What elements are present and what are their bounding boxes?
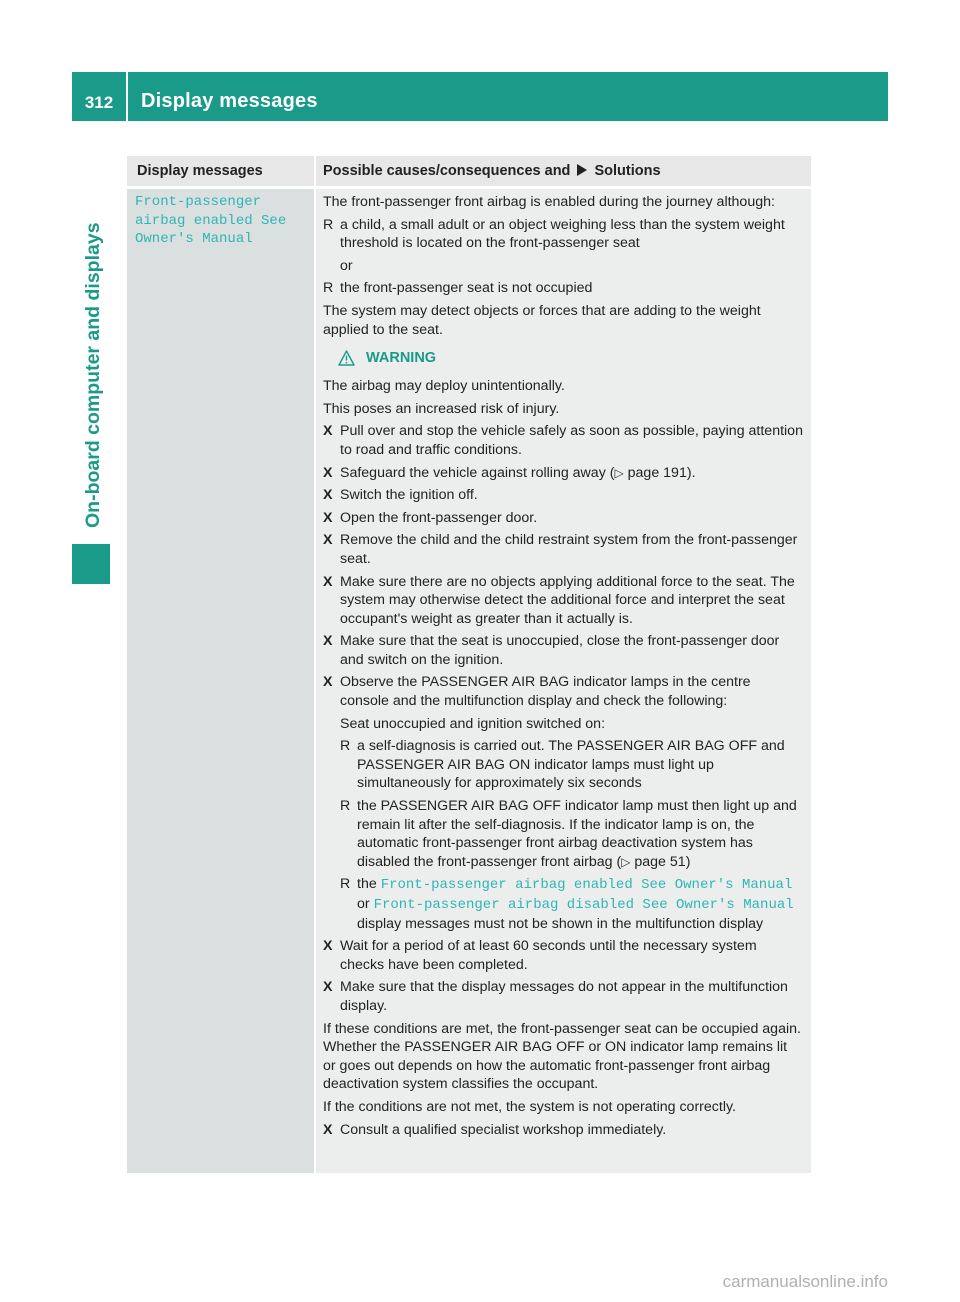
display-message-ref-1: Front-passenger airbag enabled See Owner's Manual xyxy=(380,877,793,894)
step-arrow-icon: X xyxy=(323,938,333,955)
cause-item-1: R a child, a small adult or an object weighing less than the system weight threshold is located on the front-passenger seat xyxy=(323,216,785,252)
col-header-display-messages: Display messages xyxy=(127,156,314,186)
display-message-text xyxy=(135,193,310,249)
warning-triangle-icon xyxy=(338,350,355,372)
check-item-1: R a self-diagnosis is carried out. The PASSENGER AIR BAG OFF and PASSENGER AIR BAG ON indicator lamps must light up simultaneously for approximately six seconds xyxy=(340,738,785,792)
side-chapter-title: On-board computer and displays xyxy=(82,222,104,528)
cause-item-2: R the front-passenger seat is not occupied xyxy=(323,280,593,297)
page-ref-link[interactable]: page 191 xyxy=(627,464,687,481)
step-item: X Make sure that the display messages do not appear in the multifunction display. xyxy=(323,979,788,1014)
warning-text-1: The airbag may deploy unintentionally. xyxy=(323,378,565,395)
step-item: X Remove the child and the child restraint system from the front-passenger seat. xyxy=(323,532,798,567)
step-arrow-icon: X xyxy=(323,423,333,440)
check-item-3: R the Front-passenger airbag enabled See Owner's Manual or Front-passenger airbag disabled See Owner's Manual display messages must not be shown in the multifunction display xyxy=(340,876,794,932)
warning-label: WARNING xyxy=(366,350,437,367)
message-line-1: Front-passenger xyxy=(135,194,262,210)
page-ref-icon: ▷ xyxy=(621,854,631,869)
step-item: X Make sure that the seat is unoccupied, close the front-passenger door and switch on the ignition. xyxy=(323,633,780,668)
col-header-causes-solutions xyxy=(314,156,811,186)
step-arrow-icon: X xyxy=(323,464,333,481)
col-header-post: Solutions xyxy=(594,163,661,179)
step-arrow-icon: X xyxy=(323,674,333,691)
display-message-ref-2: Front-passenger airbag disabled See Owner's Manual xyxy=(373,897,794,913)
col-header-pre: Possible causes/consequences and xyxy=(323,163,571,179)
warning-heading xyxy=(323,349,803,369)
warning-text-2: This poses an increased risk of injury. xyxy=(323,400,560,417)
bullet-r-icon: R xyxy=(340,738,351,755)
step-arrow-icon: X xyxy=(323,532,333,549)
step-arrow-icon: X xyxy=(323,573,333,590)
column-divider xyxy=(314,156,316,1173)
step-item: X Wait for a period of at least 60 seconds until the necessary system checks have been completed. xyxy=(323,938,757,973)
display-messages-table xyxy=(127,156,811,1173)
page-number: 312 xyxy=(84,93,114,112)
paragraph-1: The system may detect objects or forces that are adding to the weight applied to the seat. xyxy=(323,302,761,338)
play-arrow-icon xyxy=(577,164,587,176)
check-item-2: R the PASSENGER AIR BAG OFF indicator lamp must then light up and remain lit after the self-diagnosis. If the indicator lamp is on, the automatic front-passenger front airbag deactivation system has disabled the front-passenger front airbag (▷ page 51) xyxy=(340,798,797,870)
step-item: X Consult a qualified specialist workshop immediately. xyxy=(323,1121,667,1138)
side-marker-block xyxy=(72,544,110,584)
step-arrow-icon: X xyxy=(323,509,333,526)
step-arrow-icon: X xyxy=(323,979,333,996)
message-line-3: Owner's Manual xyxy=(135,231,253,247)
message-line-2: airbag enabled See xyxy=(135,212,287,229)
solution-content xyxy=(323,193,803,1143)
message-cell xyxy=(127,189,314,1173)
step-item: X Open the front-passenger door. xyxy=(323,509,538,526)
step-8-subheading: Seat unoccupied and ignition switched on: xyxy=(340,715,606,732)
bullet-r-icon: R xyxy=(323,280,334,297)
header-divider xyxy=(126,72,128,121)
bullet-r-icon: R xyxy=(340,876,351,893)
paragraph-2: If these conditions are met, the front-passenger seat can be occupied again. Whether the PASSENGER AIR BAG OFF or ON indicator lamp remains lit or goes out depends on how the automatic front-passenger front airbag deactivation system classifies the occupant. xyxy=(323,1020,801,1093)
page-ref-link[interactable]: page 51 xyxy=(634,853,686,870)
step-item: X Switch the ignition off. xyxy=(323,487,478,504)
step-item: X Observe the PASSENGER AIR BAG indicator lamps in the centre console and the multifunction display and check the following: xyxy=(323,674,751,710)
step-arrow-icon: X xyxy=(323,1121,333,1138)
solution-cell xyxy=(314,189,811,1173)
step-arrow-icon: X xyxy=(323,633,333,650)
intro-text: The front-passenger front airbag is enabled during the journey although: xyxy=(323,194,775,210)
step-item: X Make sure there are no objects applying additional force to the seat. The system may otherwise detect the additional force and interpret the seat occupant's weight as greater than it actually is. xyxy=(323,573,795,627)
page-ref-icon: ▷ xyxy=(614,465,624,480)
paragraph-3: If the conditions are not met, the system is not operating correctly. xyxy=(323,1098,736,1115)
step-item: X Safeguard the vehicle against rolling away (▷ page 191). xyxy=(323,464,696,481)
step-arrow-icon: X xyxy=(323,487,333,504)
step-item: X Pull over and stop the vehicle safely as soon as possible, paying attention to road and traffic conditions. xyxy=(323,423,803,458)
page-title: Display messages xyxy=(141,90,318,112)
bullet-r-icon: R xyxy=(340,798,351,815)
watermark: carmanualsonline.info xyxy=(722,1272,888,1291)
bullet-r-icon: R xyxy=(323,216,334,233)
or-text: or xyxy=(340,257,353,274)
